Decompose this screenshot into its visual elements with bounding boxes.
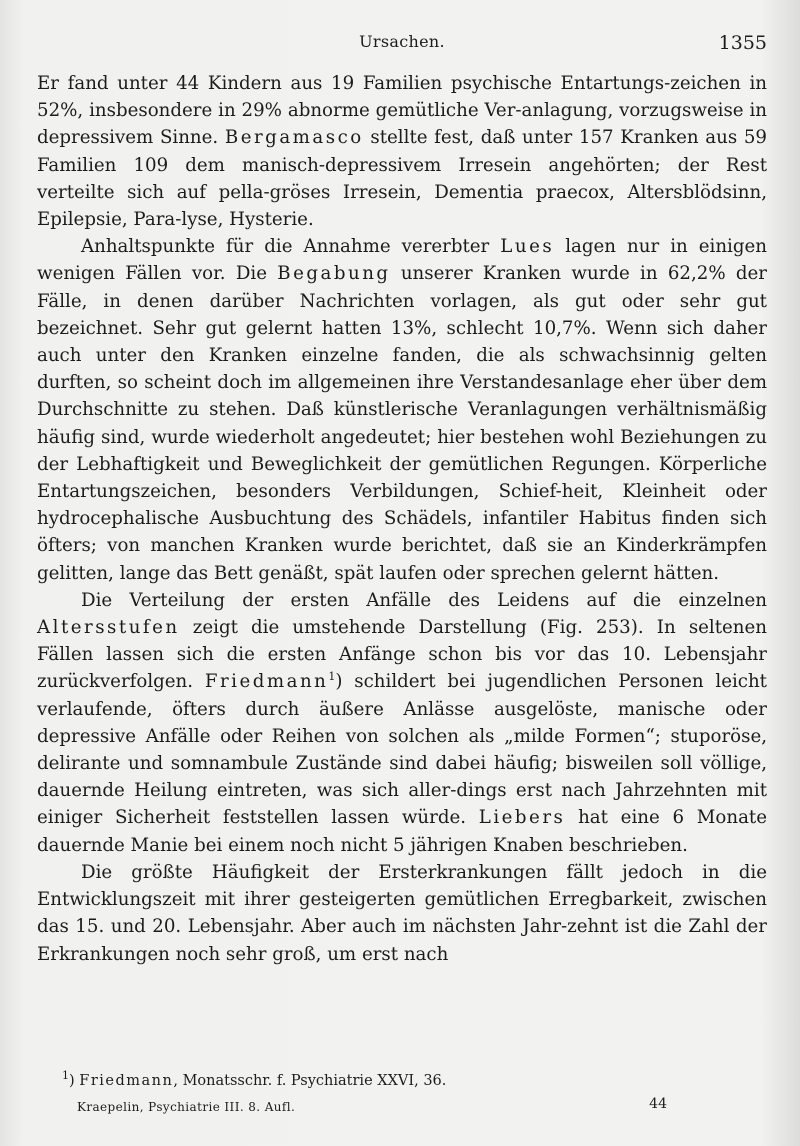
body-text: [37, 70, 767, 968]
footnote-reference[interactable]: 1: [328, 670, 336, 684]
text-run: hat eine 6 Monate dauernde Manie bei einem noch nicht 5 jährigen Knaben beschrieben.: [37, 807, 767, 856]
text-run: Anhaltspunkte für die Annahme vererbter: [81, 236, 501, 258]
printer-signature: Kraepelin, Psychiatrie III. 8. Aufl.: [77, 1100, 296, 1114]
page-number: 1355: [718, 32, 767, 54]
emphasized-term: Lues: [500, 236, 555, 258]
text-run: Die Verteilung der ersten Anfälle des Leidens auf die einzelnen: [81, 589, 767, 611]
text-run: stellte fest, daß unter 157 Kranken aus 59 Familien 109 dem manisch-depressivem Irresein angehörten; der Rest verteilte sich auf pella-gröses Irresein, Dementia praecox, Altersblödsinn, Epilepsie, Para-lyse, Hysterie.: [37, 127, 767, 231]
text-run: zeigt die umstehende Darstellung (Fig. 253). In seltenen Fällen lassen sich die ersten Anfänge schon bis vor das 10. Lebensjahr zurückverfolgen.: [37, 617, 767, 693]
emphasized-term: Begabung: [277, 263, 391, 285]
footnote-author: Friedmann: [79, 1073, 174, 1089]
author-name: Friedmann: [204, 671, 329, 693]
emphasized-term: Altersstufen: [37, 617, 180, 639]
footnote-mark: 1: [62, 1069, 69, 1083]
author-name: Bergamasco: [224, 127, 364, 149]
text-run: lagen nur in einigen wenigen Fällen vor. Die: [37, 236, 767, 285]
text-run: Er fand unter 44 Kindern aus 19 Familien psychische Entartungs-zeichen in 52%, insbesondere in 29% abnorme gemütliche Ver-anlagung, vorzugsweise in depressivem Sinne.: [37, 73, 767, 149]
page-footer: [77, 1096, 667, 1120]
running-title: Ursachen.: [359, 32, 445, 51]
footnote: [62, 1071, 762, 1091]
paragraph-lues-and-talent: [37, 233, 767, 587]
author-name: Liebers: [478, 807, 566, 829]
paragraph-age-distribution: [37, 587, 767, 859]
footnote-mark-close: ): [69, 1073, 75, 1089]
text-run: ) schildert bei jugendlichen Personen leicht verlaufende, öfters durch äußere Anlässe ausgelöste, manische oder depressive Anfälle oder Reihen von solchen als „milde Formen“; stuporöse, delirante und somnambule Zustände sind dabei häufig; bisweilen soll völlige, dauernde Heilung eintreten, was sich aller-dings erst nach Jahrzehnten mit einiger Sicherheit feststellen lassen würde.: [37, 671, 767, 829]
sheet-number: 44: [649, 1096, 667, 1112]
running-head: [37, 30, 767, 58]
text-run: unserer Kranken wurde in 62,2% der Fälle, in denen darüber Nachrichten vorlagen, als gut oder sehr gut bezeichnet. Sehr gut gelernt hatten 13%, schlecht 10,7%. Wenn sich daher auch unter den Kranken einzelne fanden, die als schwachsinnig gelten durften, so scheint doch im allgemeinen ihre Verstandesanlage eher über dem Durchschnitte zu stehen. Daß künstlerische Veranlagungen verhältnismäßig häufig sind, wurde wiederholt angedeutet; hier bestehen wohl Beziehungen zu der Lebhaftigkeit und Beweglichkeit der gemütlichen Regungen. Körperliche Entartungszeichen, besonders Verbildungen, Schief-heit, Kleinheit oder hydrocephalische Ausbuchtung des Schädels, infantiler Habitus finden sich öfters; von manchen Kranken wurde berichtet, daß sie an Kinderkrämpfen gelitten, lange das Bett genäßt, spät laufen oder sprechen gelernt hätten.: [37, 263, 767, 584]
paragraph-peak-onset: [37, 859, 767, 968]
footnote-citation: , Monatsschr. f. Psychiatrie XXVI, 36.: [173, 1073, 447, 1089]
text-run: Die größte Häufigkeit der Ersterkrankungen fällt jedoch in die Entwicklungszeit mit ihrer gesteigerten gemütlichen Erregbarkeit, zwischen das 15. und 20. Lebensjahr. Aber auch im nächsten Jahr-zehnt ist die Zahl der Erkrankungen noch sehr groß, um erst nach: [37, 861, 767, 965]
paragraph-heredity-findings: [37, 70, 767, 233]
